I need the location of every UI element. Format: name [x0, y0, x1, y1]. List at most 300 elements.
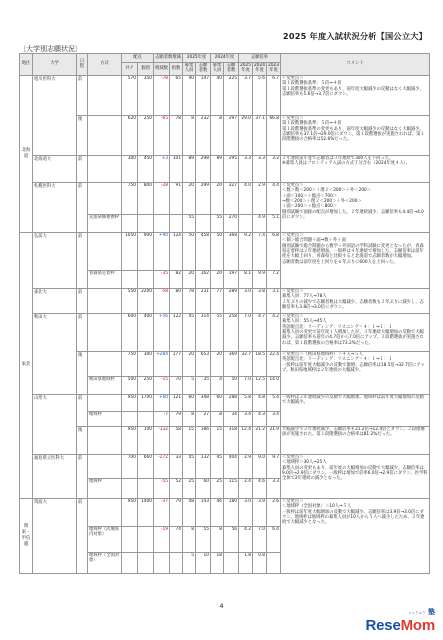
cell-q2	[138, 553, 154, 574]
comment-cell: 一般枠は２年連続減少の反動で大幅増加。地域枠は前年度大幅増加の反動で大幅減少。	[281, 395, 430, 427]
cell-r24: 37.1	[253, 116, 267, 156]
cell-diff: +56	[154, 314, 170, 352]
cell-a24	[224, 553, 239, 574]
method-cell: 秋田県地域枠	[88, 377, 122, 395]
method-cell	[88, 499, 122, 527]
cell-c25: 5	[183, 553, 196, 574]
cell-q1: 750	[122, 183, 138, 215]
cell-a25: 162	[196, 271, 211, 289]
cell-q2	[138, 479, 154, 499]
schedule-cell: 前	[77, 76, 88, 116]
cell-q1: 700	[122, 455, 138, 479]
comment-cell: 大幅減少で２年連続減少。志願倍率も21.2倍→12.4倍とダウン。２段階選抜が実施された。第１段階選抜の合格率は81.2%だった。	[281, 427, 430, 455]
region-cell: 北海道	[20, 76, 33, 233]
cell-q2	[138, 215, 154, 233]
cell-q1	[122, 215, 138, 233]
cell-a24: 318	[224, 427, 239, 455]
cell-c25: 8	[183, 116, 196, 156]
cell-c24: 20	[211, 183, 224, 215]
cell-a24: 368	[224, 233, 239, 271]
cell-q1: 950	[122, 499, 138, 527]
cell-c24: 50	[211, 233, 224, 271]
cell-r24: 3.8	[253, 289, 267, 314]
university-cell: 弘前大	[33, 233, 77, 289]
table-row	[20, 183, 430, 215]
header-quota: 配点	[122, 54, 154, 63]
cell-q2: 400	[138, 314, 154, 352]
cell-c25: 5	[183, 377, 196, 395]
university-cell: 福島県立医科大	[33, 455, 77, 499]
cell-q2: 800	[138, 183, 154, 215]
cell-r24: 5.6	[253, 76, 267, 116]
cell-r23: 5.4	[267, 395, 281, 412]
cell-r24: 4.6	[253, 479, 267, 499]
header-2025-applicants: 志願者数	[196, 63, 211, 76]
comment-cell: ＜変更点＞ 第１段階選抜基準：５倍⇒４倍 第１段階選抜基準の変更もあり、前年度大幅減少の反動はなく大幅減少。志願倍率も5.6倍→3.7倍にダウン。	[281, 76, 430, 116]
cell-r25: 3.4	[239, 412, 253, 427]
table-row	[20, 156, 430, 183]
cell-idx: 65	[170, 76, 183, 116]
page-number: 4	[219, 602, 224, 610]
cell-a25: 186	[196, 427, 211, 455]
cell-r25: 3.0	[239, 289, 253, 314]
cell-r23: 3.3	[267, 479, 281, 499]
cell-diff: -272	[154, 455, 170, 479]
university-cell: 秋田大	[33, 314, 77, 395]
cell-q2: 350	[138, 76, 154, 116]
cell-q2: 1700	[138, 395, 154, 412]
cell-q2	[138, 527, 154, 553]
cell-c24: 55	[211, 314, 224, 352]
header-2024: 2024年度	[211, 54, 239, 63]
cell-diff: -78	[154, 76, 170, 116]
cell-r25: 7.0	[239, 377, 253, 395]
cell-q2: 250	[138, 377, 154, 395]
cell-diff: -7	[154, 412, 170, 427]
university-cell: 筑波大	[33, 499, 77, 574]
region-cell: 東北	[20, 233, 33, 499]
cell-r23: 4.2	[267, 314, 281, 352]
cell-diff: -28	[154, 183, 170, 215]
university-cell: 東北大	[33, 289, 77, 314]
header-comment: コメント	[281, 54, 430, 76]
cell-r23: 3.2	[267, 156, 281, 183]
cell-idx: 79	[170, 412, 183, 427]
header-quota-individual: 個別	[138, 63, 154, 76]
cell-q2: 660	[138, 455, 154, 479]
method-cell: 地域枠（全国対象）	[88, 553, 122, 574]
cell-c25: 8	[183, 412, 196, 427]
cell-c25: 60	[183, 395, 196, 412]
cell-c24: 89	[211, 156, 224, 183]
cell-a25	[196, 215, 211, 233]
cell-r24: 9.0	[253, 455, 267, 479]
cell-diff: -37	[154, 499, 170, 527]
cell-diff	[154, 215, 170, 233]
method-cell	[88, 76, 122, 116]
cell-idx: 124	[170, 233, 183, 271]
logo-top	[366, 607, 435, 617]
cell-c25: 15	[183, 427, 196, 455]
cell-r25: 12.4	[239, 427, 253, 455]
cell-a25: 348	[196, 395, 211, 412]
method-cell	[88, 156, 122, 183]
cell-r23: 4.4	[267, 183, 281, 215]
cell-a24: 270	[224, 215, 239, 233]
cell-a24: 295	[224, 156, 239, 183]
comment-cell: ＜変更点＞（秋田県地域枠）＞４人⇒５人 英語配点比：リーディング：リスニング＝４：１⇒１：１ 一般枠は前年度大幅減少の反動で激増。志願倍率は18.5倍→32.7倍にアップ。秋田県地域枠は２年連続の大幅減少。	[281, 352, 430, 395]
cell-r23: 7.2	[267, 271, 281, 289]
schedule-cell: 前	[77, 499, 88, 574]
cell-q1: 300	[122, 156, 138, 183]
cell-r25: 3.3	[239, 156, 253, 183]
cell-diff: -35	[154, 271, 170, 289]
cell-r25: 7.0	[239, 314, 253, 352]
cell-c25: 45	[183, 455, 196, 479]
table-row	[20, 455, 430, 479]
cell-r25: 8.1	[239, 271, 253, 289]
cell-a24: 297	[224, 116, 239, 156]
method-cell	[88, 427, 122, 455]
schedule-cell: 前	[77, 183, 88, 233]
cell-a24: 180	[224, 499, 239, 527]
comment-cell: ＜変更点＞ ＜地域枠（全国対象）＞10人⇒５人 一般枠は前年度大幅増加の反動で大幅減少。志願倍率は3.9倍→3.0倍にダウン。地域枠は地域枠の募集人員が10人から５人へ減少したため、２年連続で大幅減少となった。	[281, 499, 430, 574]
cell-diff: -65	[154, 116, 170, 156]
method-cell	[88, 314, 122, 352]
header-ratio-2024: 2024年度	[253, 63, 267, 76]
cell-a25: 458	[196, 233, 211, 271]
cell-c25: 8	[183, 527, 196, 553]
comment-cell: ＜変更点＞ 募集人員：77人⇒78人 ３年ぶりの減少で志願者数は大幅減少。志願者数も３年ぶりに減少し、志願倍率も3.8倍→3.0倍にダウン。	[281, 289, 430, 314]
schedule-cell: 前	[77, 455, 88, 499]
cell-a25: 55	[196, 527, 211, 553]
comment-cell: ＜変更点＞ ＜数＞数＜200＞＋理２＜200＞＋外＜200＞ ＋面＜100＞＋総点＜700＞ →数＜200＞＋理２＜200＞＋外＜200＞ ＋面＜200＞＋総点＜800＞ 個別試験で面接の配点が増加した。２年連続減少、志願倍率も4.4倍→4.0倍にダウン。	[281, 183, 430, 233]
cell-idx: 78	[170, 116, 183, 156]
cell-a25: 314	[196, 314, 211, 352]
table-row	[20, 76, 430, 116]
schedule-cell: 前	[77, 289, 88, 314]
cell-diff: -55	[154, 479, 170, 499]
cell-q2: 2200	[138, 289, 154, 314]
cell-c25: 45	[183, 314, 196, 352]
schedule-cell: 前	[77, 233, 88, 289]
header-2025: 2025年度	[183, 54, 211, 63]
cell-diff: +3	[154, 156, 170, 183]
university-applicants-table	[19, 53, 430, 574]
cell-a25: 653	[196, 352, 211, 377]
cell-a24: 289	[224, 289, 239, 314]
cell-r24: 7.0	[253, 527, 267, 553]
cell-r23: 6.8	[267, 233, 281, 271]
cell-a24: 50	[224, 377, 239, 395]
cell-c25: 55	[183, 215, 196, 233]
header-ratio: 志願倍率	[239, 54, 281, 63]
cell-diff: +90	[154, 233, 170, 271]
cell-q2: 100	[138, 427, 154, 455]
cell-a25: 60	[196, 479, 211, 499]
schedule-cell: 前	[77, 156, 88, 183]
cell-q1: 570	[122, 76, 138, 116]
cell-r24: 3.3	[253, 156, 267, 183]
header-region: 地区	[20, 54, 33, 76]
cell-r25	[239, 215, 253, 233]
cell-c25: 40	[183, 76, 196, 116]
cell-idx: 58	[170, 427, 183, 455]
cell-diff: -132	[154, 427, 170, 455]
cell-r23: 3.4	[267, 412, 281, 427]
cell-q1: 950	[122, 395, 138, 412]
cell-a24: 56	[224, 527, 239, 553]
method-cell: 青森県定着枠	[88, 271, 122, 289]
header-2025-capacity: 募集人員	[183, 63, 196, 76]
cell-a24: 288	[224, 395, 239, 412]
cell-a25: 35	[196, 377, 211, 395]
logo-top-text: 塾	[428, 608, 435, 616]
cell-diff	[154, 553, 170, 574]
cell-c25: 20	[183, 271, 196, 289]
cell-c24: 77	[211, 289, 224, 314]
cell-r25: 5.8	[239, 395, 253, 412]
table-row	[20, 116, 430, 156]
cell-q2: 300	[138, 352, 154, 377]
cell-c24: 40	[211, 76, 224, 116]
cell-idx: 80	[170, 289, 183, 314]
table-row	[20, 352, 430, 377]
cell-c24: 46	[211, 499, 224, 527]
cell-r25: 1.8	[239, 553, 253, 574]
cell-q1: 950	[122, 427, 138, 455]
cell-c24: 45	[211, 455, 224, 479]
table-row	[20, 499, 430, 527]
cell-idx: 70	[170, 377, 183, 395]
cell-idx: 121	[170, 395, 183, 412]
logo-top-small: ジュクユウ	[408, 611, 426, 615]
university-cell: 山形大	[33, 395, 77, 455]
schedule-cell: 後	[77, 427, 88, 455]
cell-a24: 197	[224, 271, 239, 289]
cell-r23: 5.1	[267, 215, 281, 233]
comment-cell: ＜変更点＞ ＜個＞総合問題＋面⇒数＋外＋面 個別試験で総合問題から数学＋外国語の学科試験に変更となったが、青森県定着枠は２年連続増加。一般枠は４年連続で増加した。志願倍率は前年度を大幅上回り、青森県と比較すると北海道で志願者数が大幅増加。 志願者数は前年度を上回りを６年ぶりに600人を上回った。	[281, 233, 430, 289]
comment-cell: ＜変更点＞ 募集人員：55人⇒45人 英語配点比：リーディング：リスニング＝４：１⇒１：１ 募集人員の変更で前年度１人増加したが、３年連続大幅増加の反動で大幅減少。志願倍率も前年の4.7倍から7.0倍にアップ。２段階選抜が実施されれば、第１段階選抜の合格率は73.2%だった。	[281, 314, 430, 352]
header-method: 方式	[88, 54, 122, 76]
cell-c24: 20	[211, 352, 224, 377]
cell-diff: -58	[154, 289, 170, 314]
logo-wordmark-a: Rese	[365, 617, 401, 634]
table-row	[20, 314, 430, 352]
cell-idx: 82	[170, 271, 183, 289]
cell-idx: 177	[170, 352, 183, 377]
cell-c24: 15	[211, 427, 224, 455]
section-title: 〔大学別志願状況〕	[19, 45, 82, 53]
cell-q2	[138, 271, 154, 289]
cell-r24: 2.9	[253, 183, 267, 215]
cell-q1: 500	[122, 377, 138, 395]
cell-c25: 89	[183, 156, 196, 183]
cell-a25: 132	[196, 455, 211, 479]
cell-c24: 8	[211, 412, 224, 427]
cell-idx: 52	[170, 479, 183, 499]
cell-r25: 4.0	[239, 183, 253, 215]
cell-c24: 20	[211, 271, 224, 289]
cell-diff: +60	[154, 395, 170, 412]
cell-a24: 34	[224, 412, 239, 427]
cell-idx: 74	[170, 527, 183, 553]
cell-q1	[122, 479, 138, 499]
method-cell	[88, 352, 122, 377]
cell-c25: 48	[183, 499, 196, 527]
cell-q2: 450	[138, 156, 154, 183]
cell-r24: 12.5	[253, 377, 267, 395]
cell-q1: 1050	[122, 233, 138, 271]
cell-diff: +284	[154, 352, 170, 377]
method-cell: 地域枠	[88, 479, 122, 499]
cell-c24: 4	[211, 377, 224, 395]
header-2024-applicants: 志願者数	[224, 63, 239, 76]
cell-idx: 122	[170, 314, 183, 352]
cell-a25: 147	[196, 76, 211, 116]
header-trend-diff: 増減数	[154, 63, 170, 76]
table-row	[20, 395, 430, 412]
table-body	[20, 76, 430, 574]
cell-r25: 32.7	[239, 352, 253, 377]
cell-q2: 1400	[138, 499, 154, 527]
cell-r24: 21.2	[253, 427, 267, 455]
cell-c25: 78	[183, 289, 196, 314]
comment-cell: ＜変更点＞ 第１段階選抜基準：５倍⇒４倍 第１段階選抜基準の変更もあり、前年度大幅減少の反動はなく大幅減少。志願倍率も37.1倍→29.0倍にダウン。第１段階選抜が実施されれば、第１段階選抜の合格率は52.6%だった。	[281, 116, 430, 156]
cell-r24: 4.7	[253, 314, 267, 352]
cell-r25: 9.2	[239, 233, 253, 271]
cell-c24: 55	[211, 215, 224, 233]
header-schedule: 日程	[77, 54, 88, 76]
cell-a24: 327	[224, 183, 239, 215]
cell-r24: 4.3	[253, 412, 267, 427]
method-cell: 地域枠	[88, 412, 122, 427]
cell-c24: 18	[211, 553, 224, 574]
university-cell: 旭川医科大	[33, 76, 77, 156]
cell-c25: 20	[183, 352, 196, 377]
cell-r25: 4.2	[239, 527, 253, 553]
university-cell: 北海道大	[33, 156, 77, 183]
schedule-cell: 前	[77, 395, 88, 427]
cell-r24: 4.8	[253, 395, 267, 412]
cell-c25: 25	[183, 479, 196, 499]
header-2024-capacity: 募集人員	[211, 63, 224, 76]
cell-diff: -19	[154, 527, 170, 553]
cell-c24: 8	[211, 116, 224, 156]
cell-q1	[122, 527, 138, 553]
cell-q1: 750	[122, 352, 138, 377]
cell-r24: 7.4	[253, 233, 267, 271]
cell-r23: 3.1	[267, 289, 281, 314]
comment-cell: ２年連続前年並で志願者は３年連続で300人を下回った。 ※募集人員はフロンティア入試の方式Ｔ分含む（2024年度４人）。	[281, 156, 430, 183]
cell-r23: 21.9	[267, 427, 281, 455]
resemom-logo	[366, 607, 435, 634]
header-trend-index: 指数	[170, 63, 183, 76]
cell-r24: 18.5	[253, 352, 267, 377]
cell-r24: 3.9	[253, 499, 267, 527]
cell-a24: 369	[224, 352, 239, 377]
method-cell: 地域枠（茨城県内対象）	[88, 527, 122, 553]
cell-idx	[170, 553, 183, 574]
method-cell	[88, 455, 122, 479]
cell-r24: 0.8	[253, 553, 267, 574]
cell-r23: 6.4	[267, 527, 281, 553]
schedule-cell: 前	[77, 314, 88, 352]
cell-a25: 232	[196, 116, 211, 156]
page-title: 2025 年度入試状況分析【国公立大】	[282, 31, 427, 41]
header-ratio-2023: 2023年度	[267, 63, 281, 76]
cell-c24: 25	[211, 479, 224, 499]
cell-r23	[267, 553, 281, 574]
logo-wordmark	[366, 617, 435, 634]
cell-r24: 4.9	[253, 215, 267, 233]
method-cell	[88, 233, 122, 271]
cell-a24: 404	[224, 455, 239, 479]
cell-r23: 9.7	[267, 455, 281, 479]
table-row	[20, 427, 430, 455]
cell-a25: 143	[196, 499, 211, 527]
table-row	[20, 233, 430, 271]
logo-wordmark-b: Mom	[400, 617, 435, 634]
cell-q2: 900	[138, 233, 154, 271]
cell-idx	[170, 215, 183, 233]
cell-a25: 231	[196, 289, 211, 314]
cell-a25: 10	[196, 553, 211, 574]
cell-r25: 2.4	[239, 479, 253, 499]
cell-r23: 6.7	[267, 76, 281, 116]
cell-a25: 27	[196, 412, 211, 427]
cell-a25: 299	[196, 183, 211, 215]
cell-a24: 258	[224, 314, 239, 352]
cell-diff: -15	[154, 377, 170, 395]
method-cell	[88, 395, 122, 412]
header-university: 大学	[33, 54, 77, 76]
comment-cell: ＜変更点＞ ＜地域枠＞30人⇒25人 募集人員の変更もあり、前年度の大幅増加の反動で大幅減少。志願倍率は9.0倍→2.9倍にダウン。一般枠は増加で倍率6.0倍→2.9倍にダウン。医学科全体で2年連続の減少となった。	[281, 455, 430, 499]
cell-q1: 550	[122, 289, 138, 314]
cell-a24: 225	[224, 76, 239, 116]
cell-idx: 79	[170, 499, 183, 527]
cell-r25: 3.7	[239, 76, 253, 116]
cell-r24: 9.9	[253, 271, 267, 289]
schedule-cell: 後	[77, 352, 88, 395]
cell-q1	[122, 412, 138, 427]
cell-r23: 2.6	[267, 499, 281, 527]
table-row	[20, 289, 430, 314]
cell-r25: 2.9	[239, 455, 253, 479]
cell-a24: 115	[224, 479, 239, 499]
method-cell	[88, 183, 122, 215]
cell-q1	[122, 271, 138, 289]
region-cell: 関東・甲信越	[20, 499, 33, 574]
cell-idx: 101	[170, 156, 183, 183]
method-cell: 先進研修連携枠	[88, 215, 122, 233]
cell-r25: 29.0	[239, 116, 253, 156]
university-cell: 札幌医科大	[33, 183, 77, 233]
cell-idx: 33	[170, 455, 183, 479]
header-ratio-2025: 2025年度	[239, 63, 253, 76]
header-trend: 志願者数増減	[154, 54, 183, 63]
cell-c25: 50	[183, 233, 196, 271]
cell-q1: 620	[122, 116, 138, 156]
cell-idx: 91	[170, 183, 183, 215]
method-cell	[88, 116, 122, 156]
cell-q1: 600	[122, 314, 138, 352]
cell-r23: 66.8	[267, 116, 281, 156]
cell-c24: 8	[211, 527, 224, 553]
cell-a25: 298	[196, 156, 211, 183]
cell-c25: 20	[183, 183, 196, 215]
method-cell	[88, 289, 122, 314]
